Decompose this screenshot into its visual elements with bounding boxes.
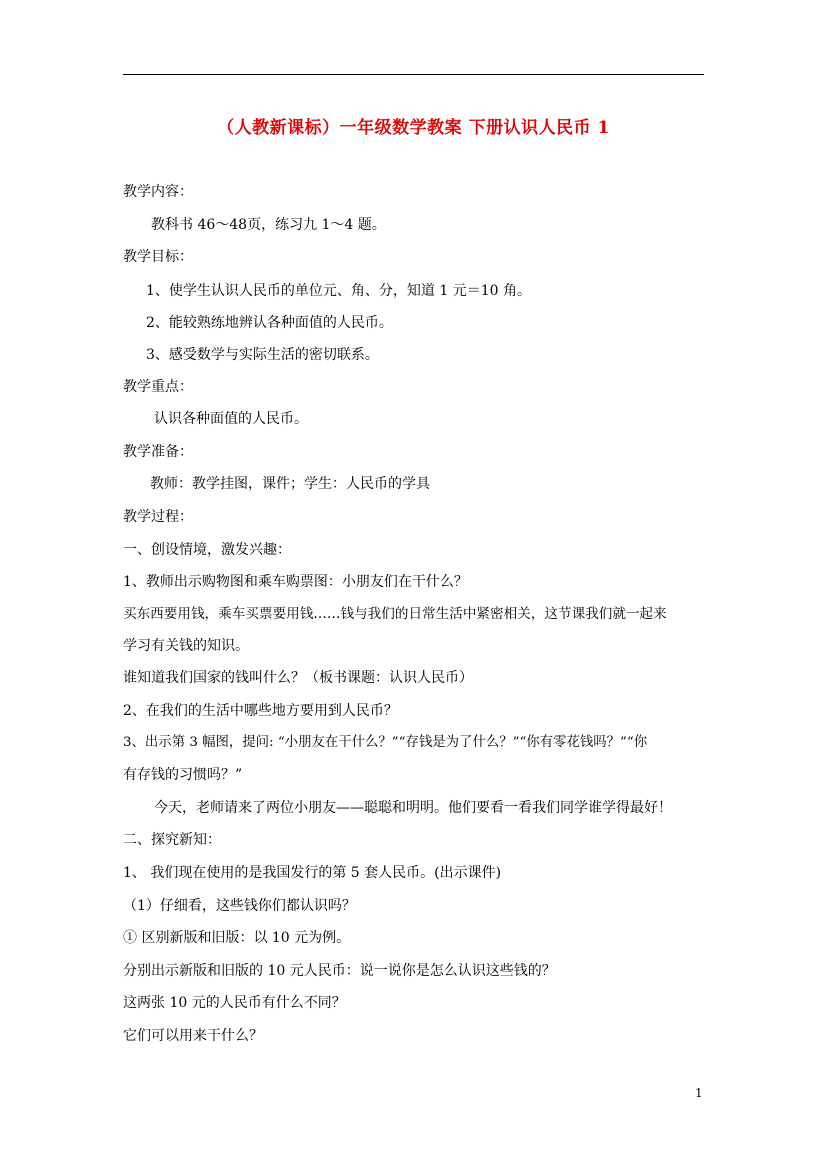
- paragraph-line: （1）仔细看，这些钱你们都认识吗？: [123, 898, 356, 914]
- paragraph-line: 学习有关钱的知识。: [123, 638, 249, 654]
- paragraph-line: 谁知道我们国家的钱叫什么？（板书课题：认识人民币）: [123, 670, 473, 686]
- paragraph-line: 认识各种面值的人民币。: [154, 411, 308, 427]
- paragraph-line: 今天，老师请来了两位小朋友——聪聪和明明。他们要看一看我们同学谁学得最好！: [154, 800, 672, 816]
- paragraph-line: 教科书 46～48页，练习九 1～4 题。: [151, 217, 386, 233]
- section-heading-objectives: 教学目标：: [123, 249, 193, 265]
- section-heading-focus: 教学重点：: [123, 379, 193, 395]
- paragraph-line: 教师：教学挂图，课件；学生：人民币的学具: [150, 476, 430, 492]
- paragraph-line: 有存钱的习惯吗？”: [123, 767, 243, 783]
- paragraph-line: ① 区别新版和旧版：以 10 元为例。: [123, 930, 351, 946]
- section-heading-preparation: 教学准备：: [123, 444, 193, 460]
- paragraph-line: 3、出示第 3 幅图，提问: “小朋友在干什么？”“存钱是为了什么？”“你有零花钱吗？”“你: [123, 735, 648, 750]
- paragraph-line: 二、探究新知：: [123, 832, 221, 848]
- paragraph-line: 2、在我们的生活中哪些地方要用到人民币？: [123, 703, 398, 719]
- paragraph-line: 这两张 10 元的人民币有什么不同？: [123, 995, 346, 1011]
- page-number: 1: [695, 1086, 703, 1100]
- paragraph-line: 1、教师出示购物图和乘车购票图：小朋友们在干什么？: [123, 574, 468, 590]
- paragraph-line: 一、创设情境，激发兴趣：: [123, 542, 291, 558]
- paragraph-line: 1、使学生认识人民币的单位元、角、分，知道 1 元＝10 角。: [146, 283, 531, 299]
- paragraph-line: 买东西要用钱，乘车买票要用钱……钱与我们的日常生活中紧密相关，这节课我们就一起来: [123, 606, 667, 622]
- document-title: （人教新课标）一年级数学教案 下册认识人民币 1: [217, 118, 610, 138]
- section-heading-content: 教学内容：: [123, 184, 193, 200]
- paragraph-line: 2、能较熟练地辨认各种面值的人民币。: [146, 315, 393, 331]
- paragraph-line: 它们可以用来干什么？: [123, 1028, 263, 1044]
- paragraph-line: 1、 我们现在使用的是我国发行的第 5 套人民币。(出示课件): [123, 865, 502, 881]
- paragraph-line: 3、感受数学与实际生活的密切联系。: [146, 347, 379, 363]
- header-rule: [123, 74, 704, 75]
- paragraph-line: 分别出示新版和旧版的 10 元人民币：说一说你是怎么认识这些钱的？: [123, 963, 556, 979]
- section-heading-process: 教学过程：: [123, 509, 193, 525]
